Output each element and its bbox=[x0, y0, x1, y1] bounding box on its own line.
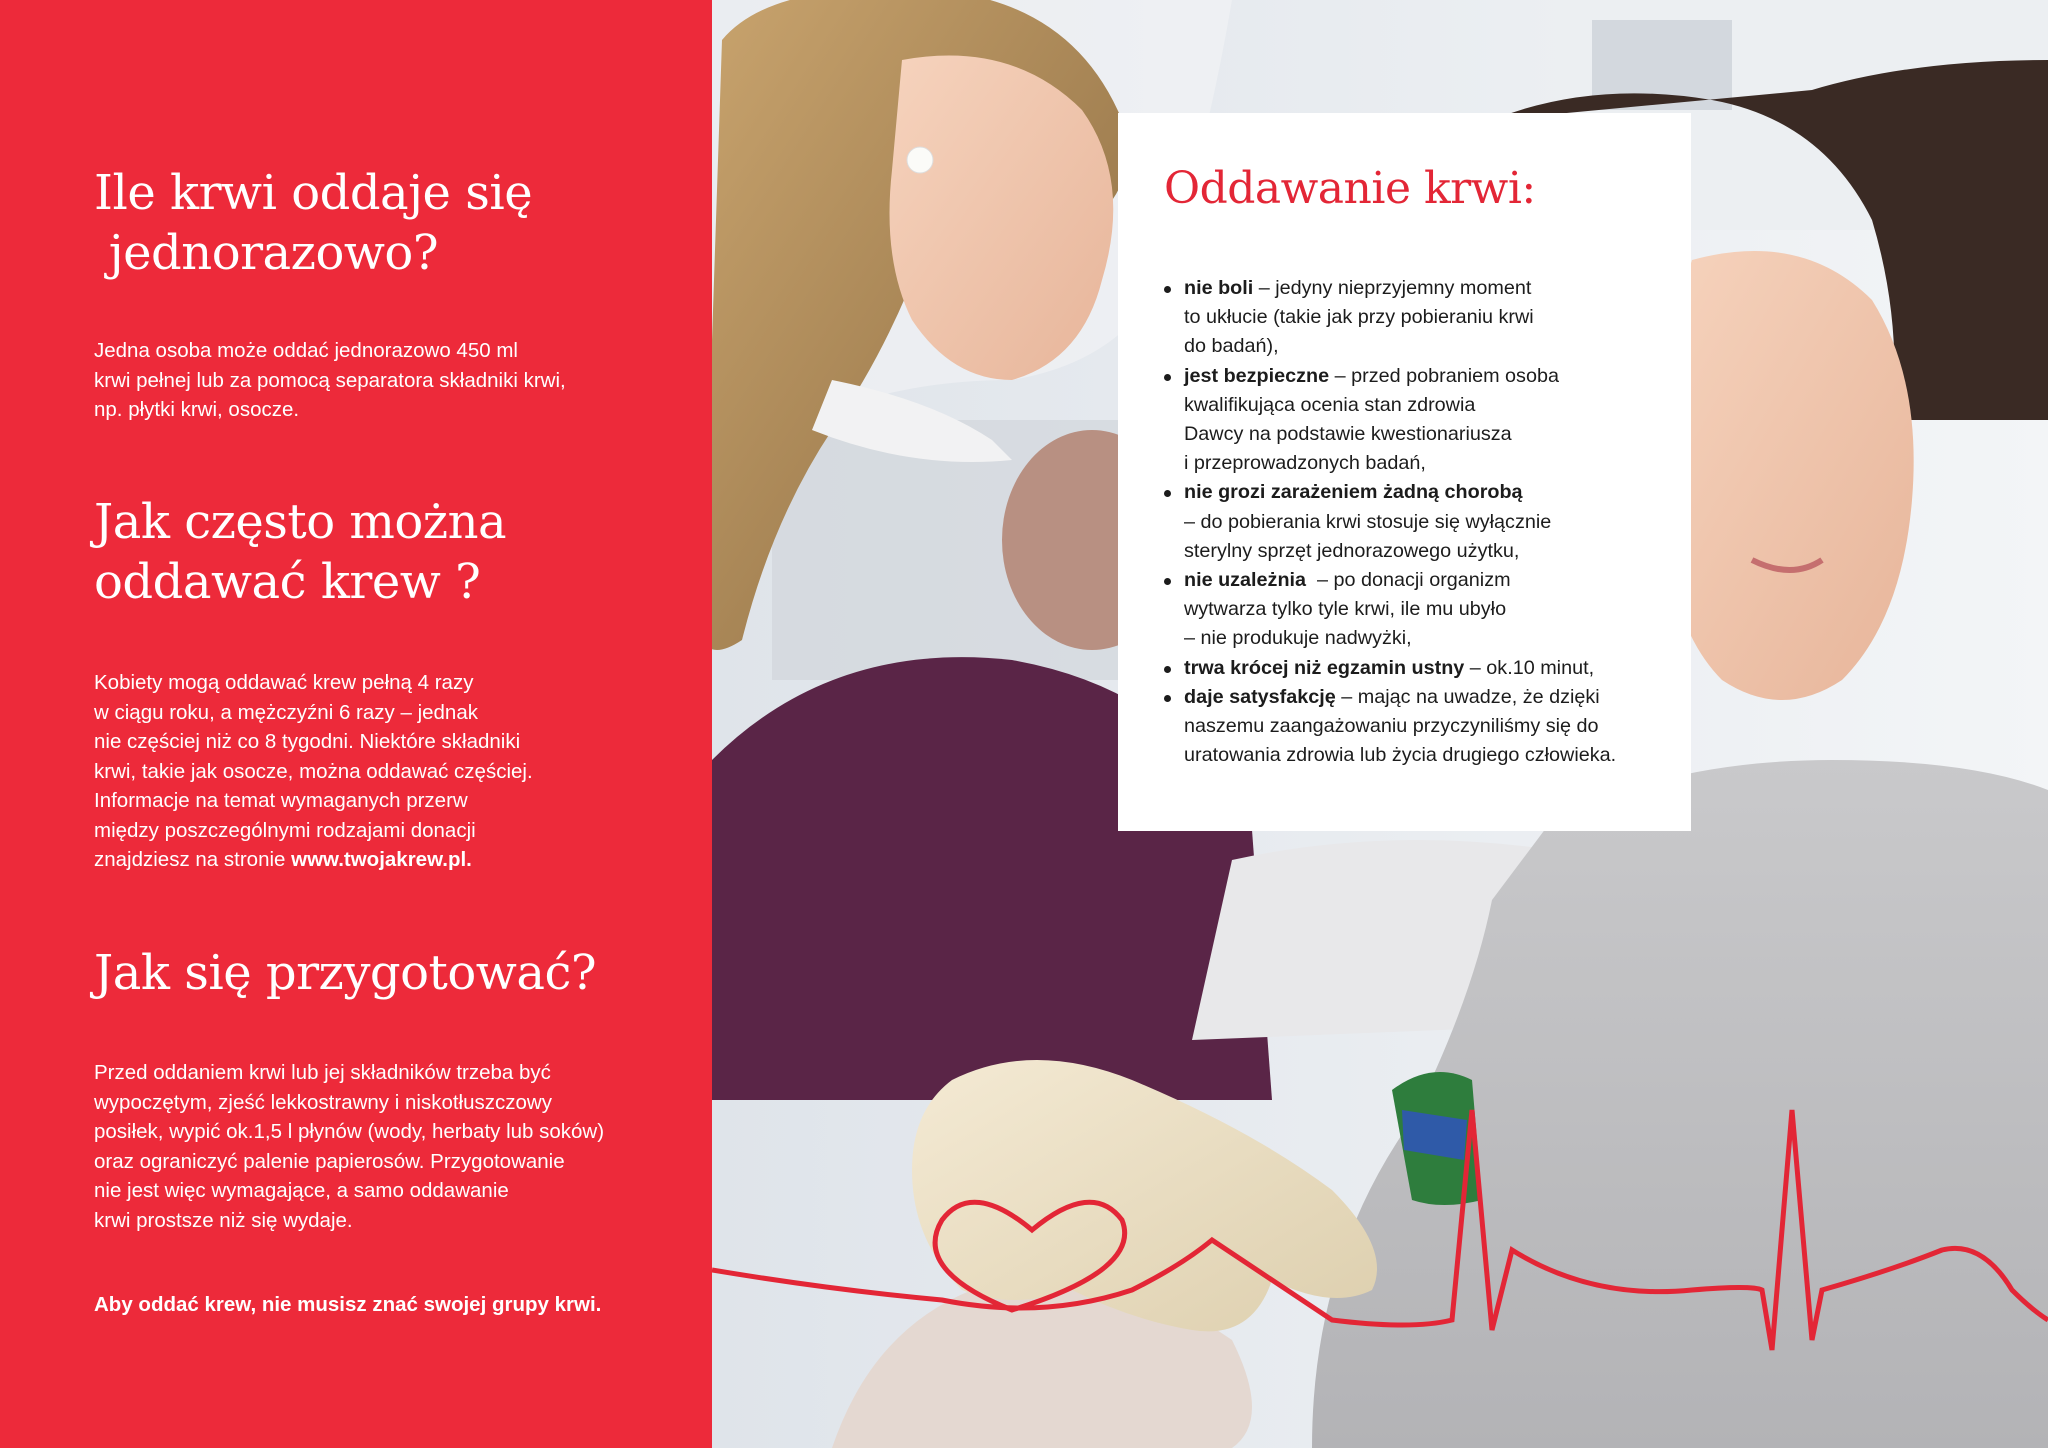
info-card bbox=[1118, 113, 1691, 831]
list-item: trwa krócej niż egzamin ustny – ok.10 minut, bbox=[1164, 654, 1616, 683]
list-item: nie grozi zarażeniem żadną chorobą – do pobierania krwi stosuje się wyłącznie sterylny sprzęt jednorazowego użytku, bbox=[1164, 478, 1616, 566]
paragraph-how-to-prepare: Przed oddaniem krwi lub jej składników trzeba być wypoczętym, zjeść lekkostrawny i niskotłuszczowy posiłek, wypić ok.1,5 l płynów (wody, herbaty lub soków) oraz ograniczyć palenie papierosów. Przygotowanie nie jest więc wymagające, a samo oddawanie krwi prostsze niż się wydaje. bbox=[94, 1061, 605, 1232]
paragraph-how-much: Jedna osoba może oddać jednorazowo 450 ml krwi pełnej lub za pomocą separatora składniki krwi, np. płytki krwi, osocze. bbox=[94, 339, 566, 421]
list-item: nie boli – jedyny nieprzyjemny moment to ukłucie (takie jak przy pobieraniu krwi do badań), bbox=[1164, 274, 1616, 362]
list-item: daje satysfakcję – mając na uwadze, że dzięki naszemu zaangażowaniu przyczyniliśmy się do uratowania zdrowia lub życia drugiego człowieka. bbox=[1164, 683, 1616, 771]
paragraph-how-often: Kobiety mogą oddawać krew pełną 4 razy w ciągu roku, a mężczyźni 6 razy – jednak nie częściej niż co 8 tygodni. Niektóre składniki krwi, takie jak osocze, można oddawać częściej. Informacje na temat wymaganych przerw między poszczególnymi rodzajami donacji znajdziesz na stronie www.twojakrew.pl. bbox=[94, 671, 533, 871]
heading-how-much: Ile krwi oddaje się jednorazowo? bbox=[94, 165, 533, 281]
patient-face bbox=[1660, 251, 1914, 700]
benefits-list bbox=[1164, 274, 1616, 770]
heading-how-to-prepare: Jak się przygotować? bbox=[94, 945, 597, 1001]
info-column bbox=[0, 0, 712, 1448]
heading-how-often: Jak często można oddawać krew ? bbox=[94, 494, 507, 610]
list-item: nie uzależnia – po donacji organizm wytwarza tylko tyle krwi, ile mu ubyło – nie produkuje nadwyżki, bbox=[1164, 566, 1616, 654]
website-link[interactable]: www.twojakrew.pl. bbox=[291, 848, 472, 871]
nurse-earring bbox=[907, 147, 933, 173]
card-title: Oddawanie krwi: bbox=[1164, 163, 1536, 214]
list-item: jest bezpieczne – przed pobraniem osoba kwalifikująca ocenia stan zdrowia Dawcy na podstawie kwestionariusza i przeprowadzonych badań, bbox=[1164, 362, 1616, 479]
closing-note: Aby oddać krew, nie musisz znać swojej grupy krwi. bbox=[94, 1293, 602, 1316]
